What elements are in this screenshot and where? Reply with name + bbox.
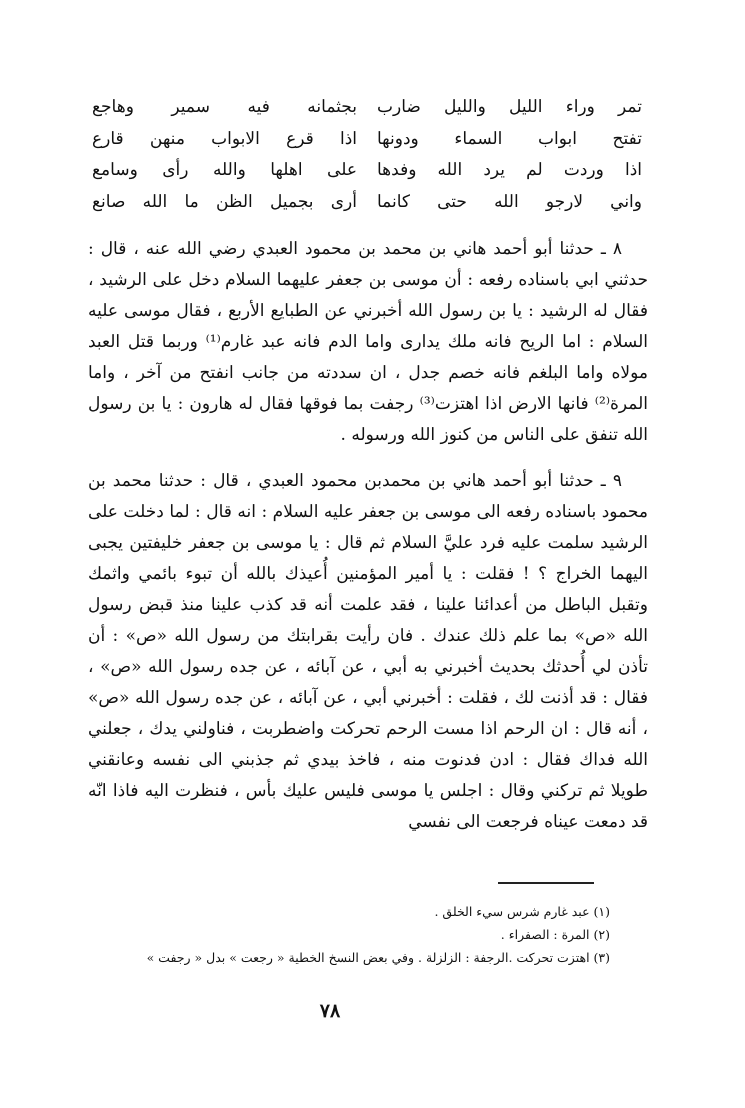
verse-first-hemistich: تفتح ابواب السماء ودونها (377, 128, 642, 149)
verse-first-hemistich: اذا وردت لم يرد الله وفدها (377, 160, 642, 180)
verse-first-hemistich: واني لارجو الله حتى كانما (377, 191, 642, 212)
verse-second-hemistich: أرى بجميل الظن ما الله صانع (92, 191, 357, 212)
footnote-1: (١) عبد غارم شرس سيء الخلق . (434, 904, 610, 919)
verse-second-hemistich: على اهلها والله رأى وسامع (92, 160, 357, 180)
poem-block (92, 92, 642, 218)
verse-second-hemistich: اذا قرع الابواب منهن قارع (92, 128, 357, 149)
poem-verse (92, 187, 642, 219)
poem-verse (92, 124, 642, 156)
main-text (88, 234, 648, 838)
page-number: ٧٨ (319, 1000, 341, 1022)
footnote-2: (٢) المرة : الصفراء . (500, 927, 610, 942)
footnote-separator (498, 882, 594, 884)
verse-second-hemistich: بجثمانه فيه سمير وهاجع (92, 97, 357, 117)
footnotes (80, 900, 610, 969)
poem-verse (92, 92, 642, 124)
paragraph-hadith-9: ٩ ـ حدثنا أبو أحمد هاني بن محمدبن محمود العبدي ، قال : حدثنا محمد بن محمود باسناده رفعه الى موسى بن جعفر عليه السلام : انه قال : لما دخلت على الرشيد سلمت عليه فرد عليَّ السلام ثم قال : يا موسى بن جعفر خليفتين يجبى اليهما الخراج ؟ ! فقلت : يا أمير المؤمنين أُعيذك بالله أن تبوء بائمي واثمك وتقبل الباطل من أعدائنا علينا ، فقد علمت أنه قد كذب علينا منذ قبض رسول الله «ص» بما علم ذلك عندك . فان رأيت بقرابتك من رسول الله «ص» : أن تأذن لي أُحدثك بحديث أخبرني به أبي ، عن آبائه ، عن جده رسول الله «ص» ، فقال : قد أذنت لك ، فقلت : أخبرني أبي ، عن آبائه ، عن جده رسول الله «ص» ، أنه قال : ان الرحم اذا مست الرحم تحركت واضطربت ، فناولني يدك ، جعلني الله فداك فقال : ادن فدنوت منه ، فاخذ بيدي ثم جذبني الى نفسه وعانقني طويلا ثم تركني وقال : اجلس يا موسى فليس عليك بأس ، فنظرت اليه فاذا انّه قد دمعت عيناه فرجعت الى نفسي (88, 471, 649, 832)
footnote-3: (٣) اهتزت تحركت .الرجفة : الزلزلة . وفي بعض النسخ الخطية « رجعت » بدل « رجفت » (146, 950, 610, 965)
poem-verse (92, 155, 642, 187)
paragraph-hadith-8: ٨ ـ حدثنا أبو أحمد هاني بن محمد بن محمود العبدي رضي الله عنه ، قال : حدثني ابي باسناده رفعه : أن موسى بن جعفر عليهما السلام دخل على الرشيد ، فقال له الرشيد : يا بن رسول الله أخبرني عن الطبايع الأربع ، فقال موسى عليه السلام : اما الريح فانه ملك يدارى واما الدم فانه عبد غارم⁽¹⁾ وربما قتل العبد مولاه واما البلغم فانه خصم جدل ، ان سددته من جانب انفتح من آخر ، واما المرة⁽²⁾ فانها الارض اذا اهتزت⁽³⁾ رجفت بما فوقها فقال له هارون : يا بن رسول الله تنفق على الناس من كنوز الله ورسوله . (88, 239, 649, 445)
verse-first-hemistich: تمر وراء الليل والليل ضارب (377, 97, 642, 117)
